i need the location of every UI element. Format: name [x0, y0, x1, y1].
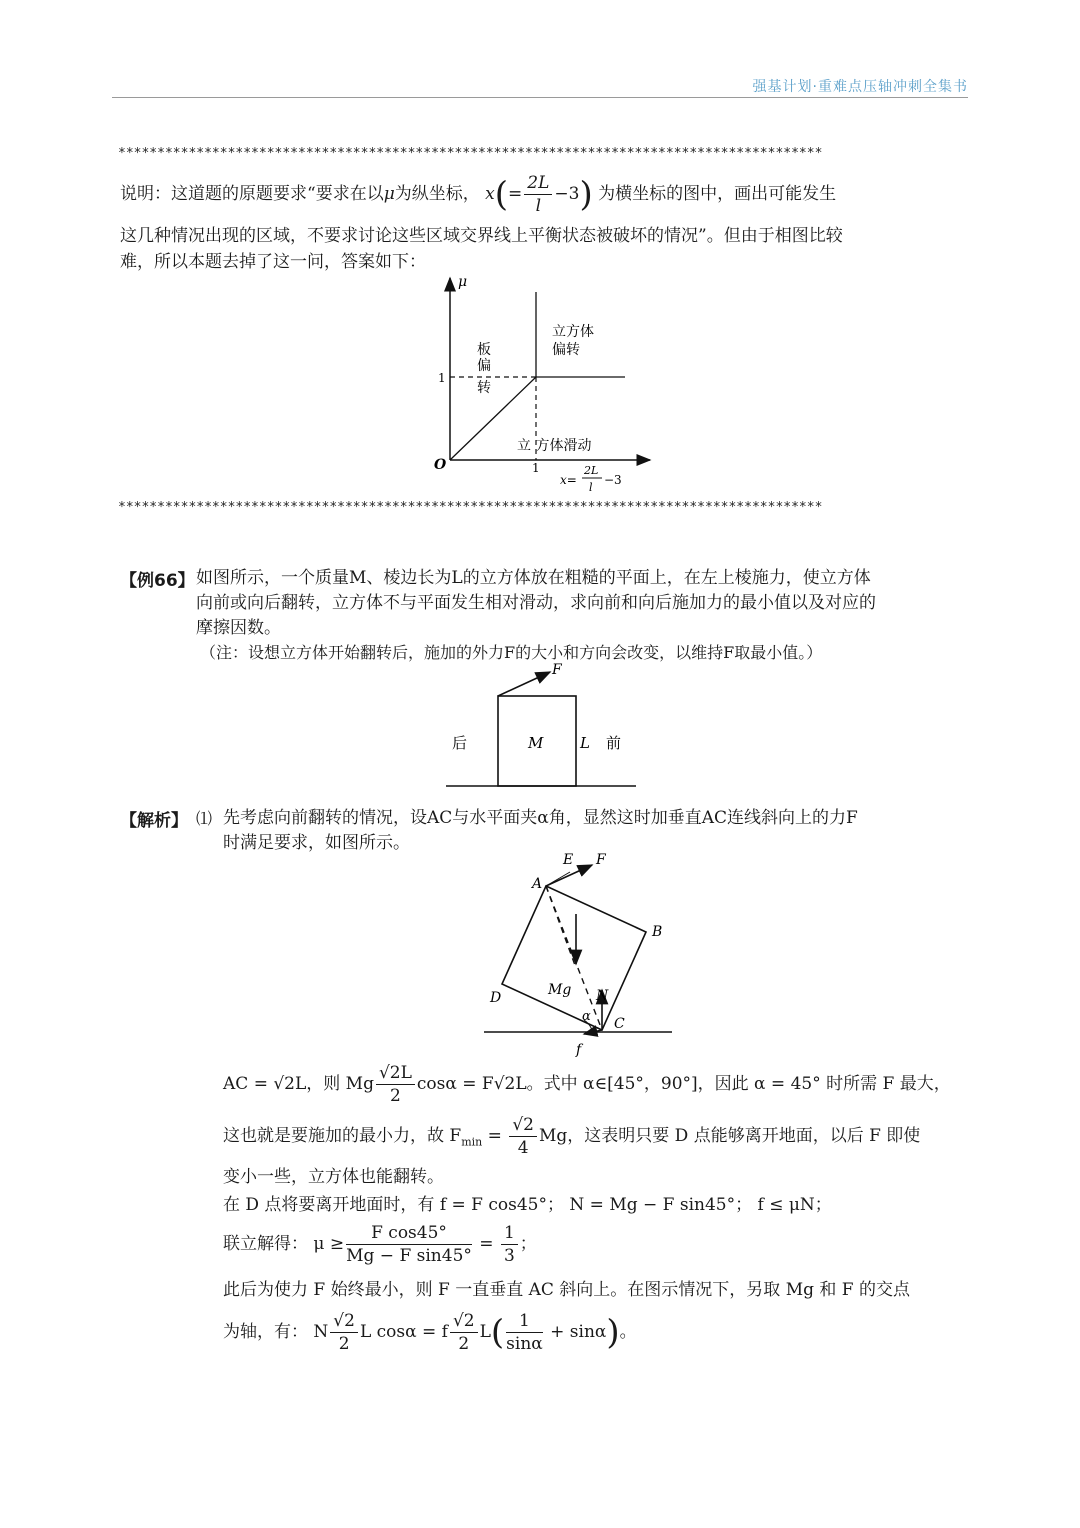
eq2-sub: min [461, 1135, 483, 1149]
point-C-label: C [614, 1016, 625, 1032]
eq7-num2: √2 [450, 1310, 478, 1333]
eq7-den2: 2 [458, 1334, 470, 1354]
note-for-y: 为纵坐标， [394, 184, 480, 204]
example-note: （注：设想立方体开始翻转后，施加的外力F的大小和方向会改变，以维持F取最小值。） [200, 643, 823, 662]
mass-label: M [528, 734, 544, 752]
header-title: 强基计划·重难点压轴冲刺全集书 [752, 79, 968, 95]
eq2-a: 这也就是要施加的最小力，故 F [223, 1126, 462, 1146]
eq1-a: AC = √2L，则 Mg [223, 1074, 374, 1094]
point-B-label: B [652, 924, 663, 940]
region-plate-2: 偏 [477, 358, 491, 374]
E-guide [546, 872, 570, 886]
eq7-fraction-1 [330, 1310, 358, 1355]
eq7-a: 为轴，有： N [223, 1322, 329, 1342]
tilt-figure [480, 848, 680, 1058]
eq7-left-paren: ( [490, 1312, 505, 1353]
region-cube-tip-1: 立方体 [552, 324, 594, 340]
applied-force-arrow [546, 865, 592, 886]
example-tag: 【例66】 [120, 571, 195, 591]
back-label: 后 [452, 734, 468, 752]
region-cube-tip-2: 偏转 [552, 342, 580, 358]
x-axis-rest: −3 [604, 473, 622, 487]
eq7-right-paren: ) [606, 1312, 620, 1353]
eq7-b: L cosα = f [359, 1322, 448, 1342]
origin-label: O [434, 457, 447, 473]
note-mu: μ [383, 184, 395, 204]
example-line-2: 向前或向后翻转，立方体不与平面发生相对滑动，求向前和向后施加力的最小值以及对应的 [196, 593, 876, 613]
eq2-fraction [509, 1114, 537, 1159]
eq7-fraction-2 [450, 1310, 478, 1355]
example-line-1: 如图所示，一个质量M、棱边长为L的立方体放在粗糙的平面上，在左上棱施力，使立方体 [196, 568, 871, 588]
region-slide: 立 方体滑动 [517, 438, 592, 454]
stars-divider-bottom: ****************************************************************************************** [118, 500, 823, 515]
equation-line-6: 此后为使力 F 始终最小，则 F 一直垂直 AC 斜向上。在图示情况下，另取 Mg 和 F 的交点 [223, 1280, 910, 1300]
eq5-end: ； [519, 1234, 537, 1254]
force-label: F [552, 662, 562, 678]
cube-figure [440, 660, 640, 790]
equation-line-3: 变小一些，立方体也能翻转。 [223, 1167, 444, 1187]
force-F-label: F [596, 852, 606, 868]
left-paren: ( [494, 174, 509, 215]
solution-num: ⑴ [196, 809, 213, 828]
solution-line-2: 时满足要求，如图所示。 [223, 833, 410, 853]
example-line-3: 摩擦因数。 [196, 618, 281, 638]
eq1-b: cosα = F√2L。式中 α∈[45°，90°]，因此 α = 45° 时所需 F 最大， [416, 1074, 951, 1094]
equation-line-7 [223, 1310, 968, 1355]
x-axis-lhs: x= [560, 473, 577, 487]
eq5-a: 联立解得： μ ≥ [223, 1234, 345, 1254]
eq1-num: √2L [376, 1062, 415, 1085]
eq5-den: Mg − F sin45° [346, 1246, 472, 1266]
note-x-minus: −3 [554, 184, 580, 204]
eq7-inner-den: sinα [506, 1334, 543, 1354]
eq1-den: 2 [390, 1086, 401, 1106]
right-paren: ) [579, 174, 593, 215]
region-plate-1: 板 [477, 342, 491, 358]
eq2-den: 4 [517, 1138, 529, 1158]
eq2-num: √2 [509, 1114, 537, 1137]
y-tick-1: 1 [438, 371, 446, 385]
equation-line-4: 在 D 点将要离开地面时，有 f = F cos45°； N = Mg − F sin45°； f ≤ μN； [223, 1195, 832, 1215]
weight-Mg-label: Mg [548, 982, 572, 998]
eq5-fraction-2 [501, 1222, 518, 1267]
note-after-x: 为横坐标的图中，画出可能发生 [598, 184, 837, 204]
note-line-1 [120, 172, 965, 217]
eq5-fraction [346, 1222, 472, 1267]
point-D-label: D [490, 990, 502, 1006]
phase-diagram [420, 272, 660, 497]
eq2-eq: = [482, 1126, 508, 1146]
eq5-den2: 3 [503, 1246, 515, 1266]
friction-f-label: f [576, 1042, 582, 1058]
region-plate-3: 转 [477, 380, 491, 396]
x-axis-num: 2L [584, 464, 599, 477]
eq7-c: L [479, 1322, 491, 1342]
x-tick-1: 1 [532, 461, 540, 475]
note-x: x [485, 184, 495, 204]
eq1-fraction [376, 1062, 415, 1107]
y-axis-label: μ [458, 274, 468, 290]
edge-label: L [580, 734, 590, 752]
note-line-3: 难，所以本题去掉了这一问，答案如下： [120, 252, 426, 272]
eq7-inner-fraction [506, 1310, 543, 1355]
normal-N-label: N [596, 988, 609, 1004]
eq7-num1: √2 [330, 1310, 358, 1333]
note-prefix: 说明：这道题的原题要求“要求在以 [120, 184, 384, 204]
eq5-num: F cos45° [346, 1222, 472, 1245]
header-rule [112, 97, 968, 98]
equation-line-2 [223, 1114, 968, 1159]
eq5-eq: = [473, 1234, 499, 1254]
stars-divider-top: ****************************************************************************************** [118, 146, 823, 161]
eq7-inner-rest: + sinα [544, 1322, 607, 1342]
eq5-num2: 1 [501, 1222, 518, 1245]
note-x-eq: = [508, 184, 523, 204]
point-E-label: E [563, 852, 574, 868]
note-x-fraction [524, 172, 552, 217]
note-x-num: 2L [524, 172, 552, 195]
equation-line-1 [223, 1062, 968, 1107]
eq2-b: Mg，这表明只要 D 点能够离开地面，以后 F 即使 [538, 1126, 921, 1146]
solution-tag: 【解析】 [120, 811, 188, 831]
eq7-den1: 2 [338, 1334, 350, 1354]
example-text [196, 566, 968, 641]
solution-line-1: 先考虑向前翻转的情况，设AC与水平面夹α角，显然这时加垂直AC连线斜向上的力F [223, 808, 858, 828]
eq7-end: 。 [619, 1322, 637, 1342]
point-A-label: A [532, 876, 543, 892]
equation-line-5 [223, 1222, 968, 1267]
front-label: 前 [606, 734, 622, 752]
eq7-inner-num: 1 [506, 1310, 543, 1333]
force-arrow [498, 672, 550, 696]
x-axis-den: l [589, 481, 593, 494]
note-x-den: l [535, 196, 542, 216]
note-line-2: 这几种情况出现的区域，不要求讨论这些区域交界线上平衡状态被破坏的情况”。但由于相图比较 [120, 226, 843, 246]
angle-alpha-label: α [582, 1009, 591, 1024]
